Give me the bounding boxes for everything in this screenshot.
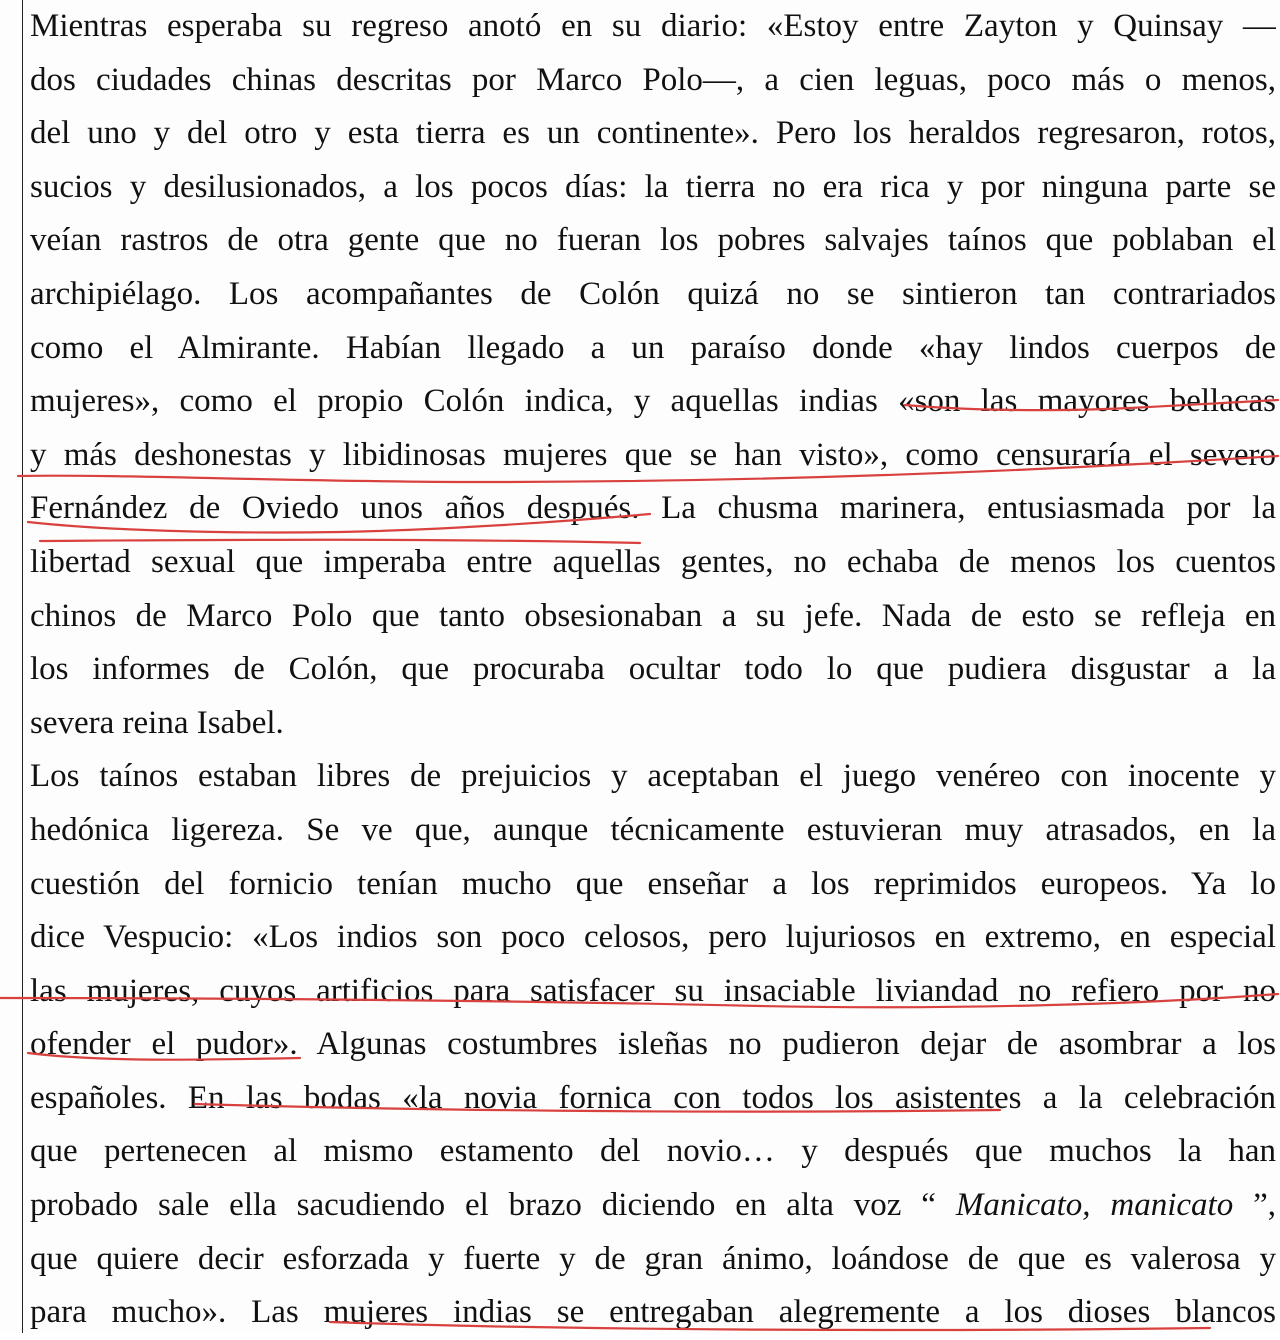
text-line: dos ciudades chinas descritas por Marco Polo—, a cien leguas, poco más o menos, — [30, 61, 1276, 98]
text-line: dice Vespucio: «Los indios son poco celosos, pero lujuriosos en extremo, en especial — [30, 919, 1276, 956]
text-line: los informes de Colón, que procuraba ocultar todo lo que pudiera disgustar a la — [30, 651, 1276, 688]
text-line: sucios y desilusionados, a los pocos días: la tierra no era rica y por ninguna parte se — [30, 168, 1276, 205]
document-body — [30, 0, 1276, 1340]
text-line: libertad sexual que imperaba entre aquellas gentes, no echaba de menos los cuentos — [30, 543, 1276, 580]
text-line: Mientras esperaba su regreso anotó en su diario: «Estoy entre Zayton y Quinsay — — [30, 8, 1276, 44]
text-line: Fernández de Oviedo unos años después. La chusma marinera, entusiasmada por la — [30, 490, 1276, 527]
text-line: hedónica ligereza. Se ve que, aunque técnicamente estuvieran muy atrasados, en la — [30, 811, 1276, 848]
text-line: que pertenecen al mismo estamento del novio… y después que muchos la han — [30, 1133, 1276, 1170]
text-line: Los taínos estaban libres de prejuicios y aceptaban el juego venéreo con inocente y — [30, 758, 1276, 795]
text-line-with-italic — [30, 1179, 1276, 1233]
text-line: las mujeres, cuyos artificios para satisfacer su insaciable liviandad no refiero por no — [30, 972, 1276, 1009]
text-segment: ”, — [1233, 1187, 1276, 1224]
text-line: cuestión del fornicio tenían mucho que enseñar a los reprimidos europeos. Ya lo — [30, 865, 1276, 902]
text-line: para mucho». Las mujeres indias se entregaban alegremente a los dioses blancos — [30, 1294, 1276, 1331]
text-line: veían rastros de otra gente que no fueran los pobres salvajes taínos que poblaban el — [30, 222, 1276, 259]
text-line: chinos de Marco Polo que tanto obsesionaban a su jefe. Nada de esto se refleja en — [30, 597, 1276, 634]
italic-quote: Manicato, manicato — [955, 1187, 1234, 1224]
text-line: del uno y del otro y esta tierra es un continente». Pero los heraldos regresaron, rotos, — [30, 115, 1276, 152]
text-line: y más deshonestas y libidinosas mujeres que se han visto», como censuraría el severo — [30, 436, 1276, 473]
text-line: archipiélago. Los acompañantes de Colón quizá no se sintieron tan contrariados — [30, 275, 1276, 312]
paragraph-end-line: severa reina Isabel. — [30, 704, 284, 741]
text-line: ofender el pudor». Algunas costumbres isleñas no pudieron dejar de asombrar a los — [30, 1026, 1276, 1063]
text-line: como el Almirante. Habían llegado a un paraíso donde «hay lindos cuerpos de — [30, 329, 1276, 366]
text-line: españoles. En las bodas «la novia fornica con todos los asistentes a la celebración — [30, 1079, 1276, 1116]
margin-rule — [22, 0, 23, 1333]
text-line: mujeres», como el propio Colón indica, y aquellas indias «son las mayores bellacas — [30, 383, 1276, 420]
text-line: que quiere decir esforzada y fuerte y de gran ánimo, loándose de que es valerosa y — [30, 1240, 1276, 1277]
text-segment: probado sale ella sacudiendo el brazo diciendo en alta voz “ — [30, 1187, 956, 1224]
